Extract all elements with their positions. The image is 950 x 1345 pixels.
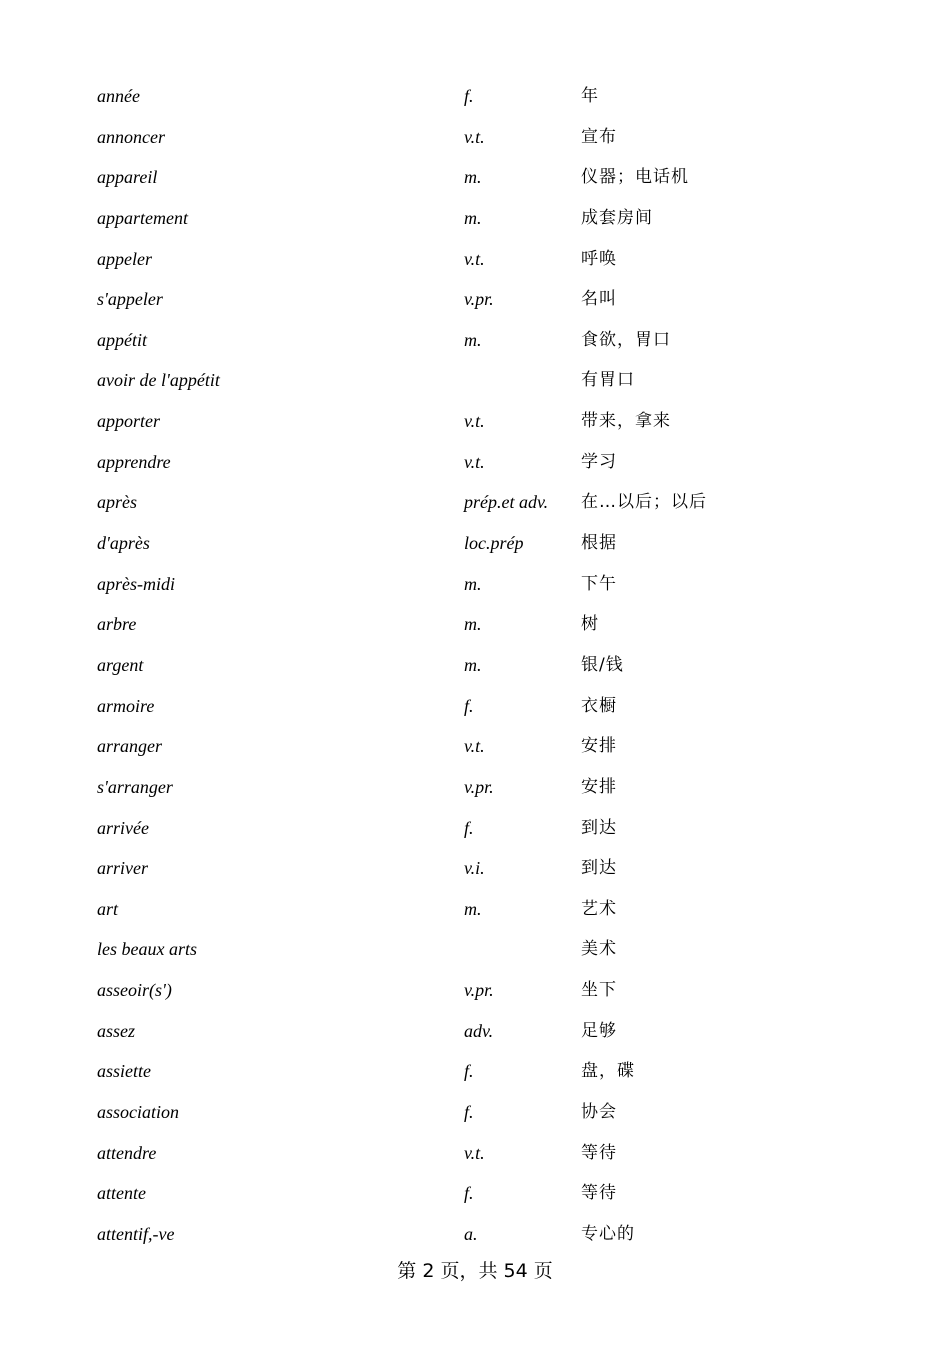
entry-word: s'appeler bbox=[97, 289, 163, 310]
entry-part-of-speech: prép.et adv. bbox=[464, 492, 549, 513]
entry-word: association bbox=[97, 1102, 180, 1123]
entry-meaning: 学习 bbox=[581, 451, 617, 472]
entry-meaning: 带来，拿来 bbox=[581, 411, 671, 432]
vocab-entry bbox=[97, 653, 857, 694]
entry-meaning: 名叫 bbox=[581, 289, 617, 310]
entry-word: appartement bbox=[97, 207, 188, 228]
vocab-entry bbox=[97, 247, 857, 288]
vocab-entry bbox=[97, 1181, 857, 1222]
entry-word: s'arranger bbox=[97, 776, 173, 797]
entry-meaning: 衣橱 bbox=[581, 695, 617, 716]
entry-meaning: 专心的 bbox=[581, 1223, 635, 1244]
entry-meaning: 根据 bbox=[581, 533, 617, 554]
entry-meaning: 树 bbox=[581, 614, 599, 635]
vocab-entry bbox=[97, 775, 857, 816]
entry-part-of-speech: m. bbox=[464, 614, 482, 635]
entry-word: attentif,-ve bbox=[97, 1223, 175, 1244]
entry-word: les beaux arts bbox=[97, 939, 197, 960]
vocab-entry bbox=[97, 1222, 857, 1263]
entry-meaning: 到达 bbox=[581, 817, 617, 838]
entry-word: asseoir(s') bbox=[97, 980, 172, 1001]
vocab-entry bbox=[97, 734, 857, 775]
vocab-entry bbox=[97, 612, 857, 653]
entry-part-of-speech: m. bbox=[464, 329, 482, 350]
vocab-entry bbox=[97, 937, 857, 978]
vocab-entry bbox=[97, 490, 857, 531]
entry-word: annoncer bbox=[97, 126, 165, 147]
entry-word: après bbox=[97, 492, 137, 513]
entry-part-of-speech: v.pr. bbox=[464, 776, 494, 797]
entry-word: année bbox=[97, 86, 140, 106]
vocab-entry bbox=[97, 897, 857, 938]
entry-part-of-speech: f. bbox=[464, 817, 474, 838]
entry-meaning: 下午 bbox=[581, 573, 617, 594]
entry-word: attendre bbox=[97, 1142, 157, 1163]
entry-part-of-speech: adv. bbox=[464, 1020, 494, 1041]
entry-meaning: 银/钱 bbox=[581, 654, 624, 675]
entry-part-of-speech: v.t. bbox=[464, 411, 485, 432]
entry-part-of-speech: f. bbox=[464, 1061, 474, 1082]
entry-meaning: 仪器；电话机 bbox=[581, 167, 689, 188]
vocab-entry bbox=[97, 1059, 857, 1100]
vocab-entry bbox=[97, 368, 857, 409]
vocab-entry bbox=[97, 816, 857, 857]
entry-part-of-speech: loc.prép bbox=[464, 533, 524, 554]
entry-meaning: 等待 bbox=[581, 1183, 617, 1204]
entry-word: arbre bbox=[97, 614, 137, 635]
vocab-entry bbox=[97, 84, 857, 125]
entry-word: attente bbox=[97, 1183, 146, 1204]
entry-meaning: 坐下 bbox=[581, 980, 617, 1001]
entry-part-of-speech: v.t. bbox=[464, 126, 485, 147]
entry-meaning: 成套房间 bbox=[581, 207, 653, 228]
entry-meaning: 在…以后；以后 bbox=[581, 492, 707, 513]
vocab-entry bbox=[97, 287, 857, 328]
vocab-entry bbox=[97, 450, 857, 491]
entry-meaning: 安排 bbox=[581, 736, 617, 757]
vocab-entry bbox=[97, 531, 857, 572]
entry-meaning: 等待 bbox=[581, 1142, 617, 1163]
page-footer bbox=[0, 1259, 950, 1283]
entry-word: argent bbox=[97, 654, 144, 675]
entry-word: après-midi bbox=[97, 573, 175, 594]
entry-word: avoir de l'appétit bbox=[97, 370, 220, 391]
entry-word: appeler bbox=[97, 248, 152, 269]
vocab-entry bbox=[97, 409, 857, 450]
entry-word: arranger bbox=[97, 736, 163, 757]
entry-part-of-speech: m. bbox=[464, 167, 482, 188]
vocab-entry bbox=[97, 165, 857, 206]
entry-meaning: 到达 bbox=[581, 858, 617, 879]
entry-meaning: 呼唤 bbox=[581, 248, 617, 269]
entry-meaning: 盘，碟 bbox=[581, 1061, 635, 1082]
entry-part-of-speech: v.t. bbox=[464, 736, 485, 757]
vocab-entry bbox=[97, 978, 857, 1019]
entry-part-of-speech: v.pr. bbox=[464, 980, 494, 1001]
entry-word: assiette bbox=[97, 1061, 151, 1082]
entry-word: arrivée bbox=[97, 817, 149, 838]
entry-part-of-speech: m. bbox=[464, 898, 482, 919]
entry-part-of-speech: v.t. bbox=[464, 451, 485, 472]
entry-word: apprendre bbox=[97, 451, 171, 472]
entry-word: appétit bbox=[97, 329, 147, 350]
entry-part-of-speech: a. bbox=[464, 1223, 478, 1244]
entry-meaning: 艺术 bbox=[581, 898, 617, 919]
entry-meaning: 安排 bbox=[581, 776, 617, 797]
entry-part-of-speech: f. bbox=[464, 1183, 474, 1204]
vocab-entry bbox=[97, 328, 857, 369]
entry-meaning: 食欲，胃口 bbox=[581, 329, 671, 350]
entry-part-of-speech: v.t. bbox=[464, 1142, 485, 1163]
vocab-entry bbox=[97, 1141, 857, 1182]
entry-part-of-speech: f. bbox=[464, 1102, 474, 1123]
entry-word: arriver bbox=[97, 858, 148, 879]
vocab-entry bbox=[97, 206, 857, 247]
vocab-entry bbox=[97, 572, 857, 613]
vocab-entry bbox=[97, 125, 857, 166]
entry-meaning: 足够 bbox=[581, 1020, 617, 1041]
entry-word: art bbox=[97, 898, 119, 919]
entry-meaning: 美术 bbox=[581, 939, 617, 960]
entry-word: armoire bbox=[97, 695, 155, 716]
vocab-entry bbox=[97, 694, 857, 735]
entry-word: assez bbox=[97, 1020, 136, 1041]
entry-part-of-speech: f. bbox=[464, 86, 474, 106]
entry-part-of-speech: v.pr. bbox=[464, 289, 494, 310]
entry-part-of-speech: v.t. bbox=[464, 248, 485, 269]
entry-meaning: 有胃口 bbox=[581, 370, 635, 391]
vocab-entry bbox=[97, 856, 857, 897]
entry-part-of-speech: f. bbox=[464, 695, 474, 716]
page-number-label: 第 2 页，共 54 页 bbox=[397, 1260, 553, 1282]
entry-part-of-speech: m. bbox=[464, 654, 482, 675]
entry-word: appareil bbox=[97, 167, 158, 188]
entry-word: apporter bbox=[97, 411, 160, 432]
vocabulary-list bbox=[97, 84, 857, 1263]
entry-word: d'après bbox=[97, 533, 150, 554]
entry-part-of-speech: m. bbox=[464, 207, 482, 228]
entry-part-of-speech: m. bbox=[464, 573, 482, 594]
vocab-entry bbox=[97, 1019, 857, 1060]
entry-meaning: 年 bbox=[581, 86, 599, 106]
vocab-entry bbox=[97, 1100, 857, 1141]
entry-part-of-speech: v.i. bbox=[464, 858, 485, 879]
entry-meaning: 宣布 bbox=[581, 126, 617, 147]
entry-meaning: 协会 bbox=[581, 1102, 617, 1123]
